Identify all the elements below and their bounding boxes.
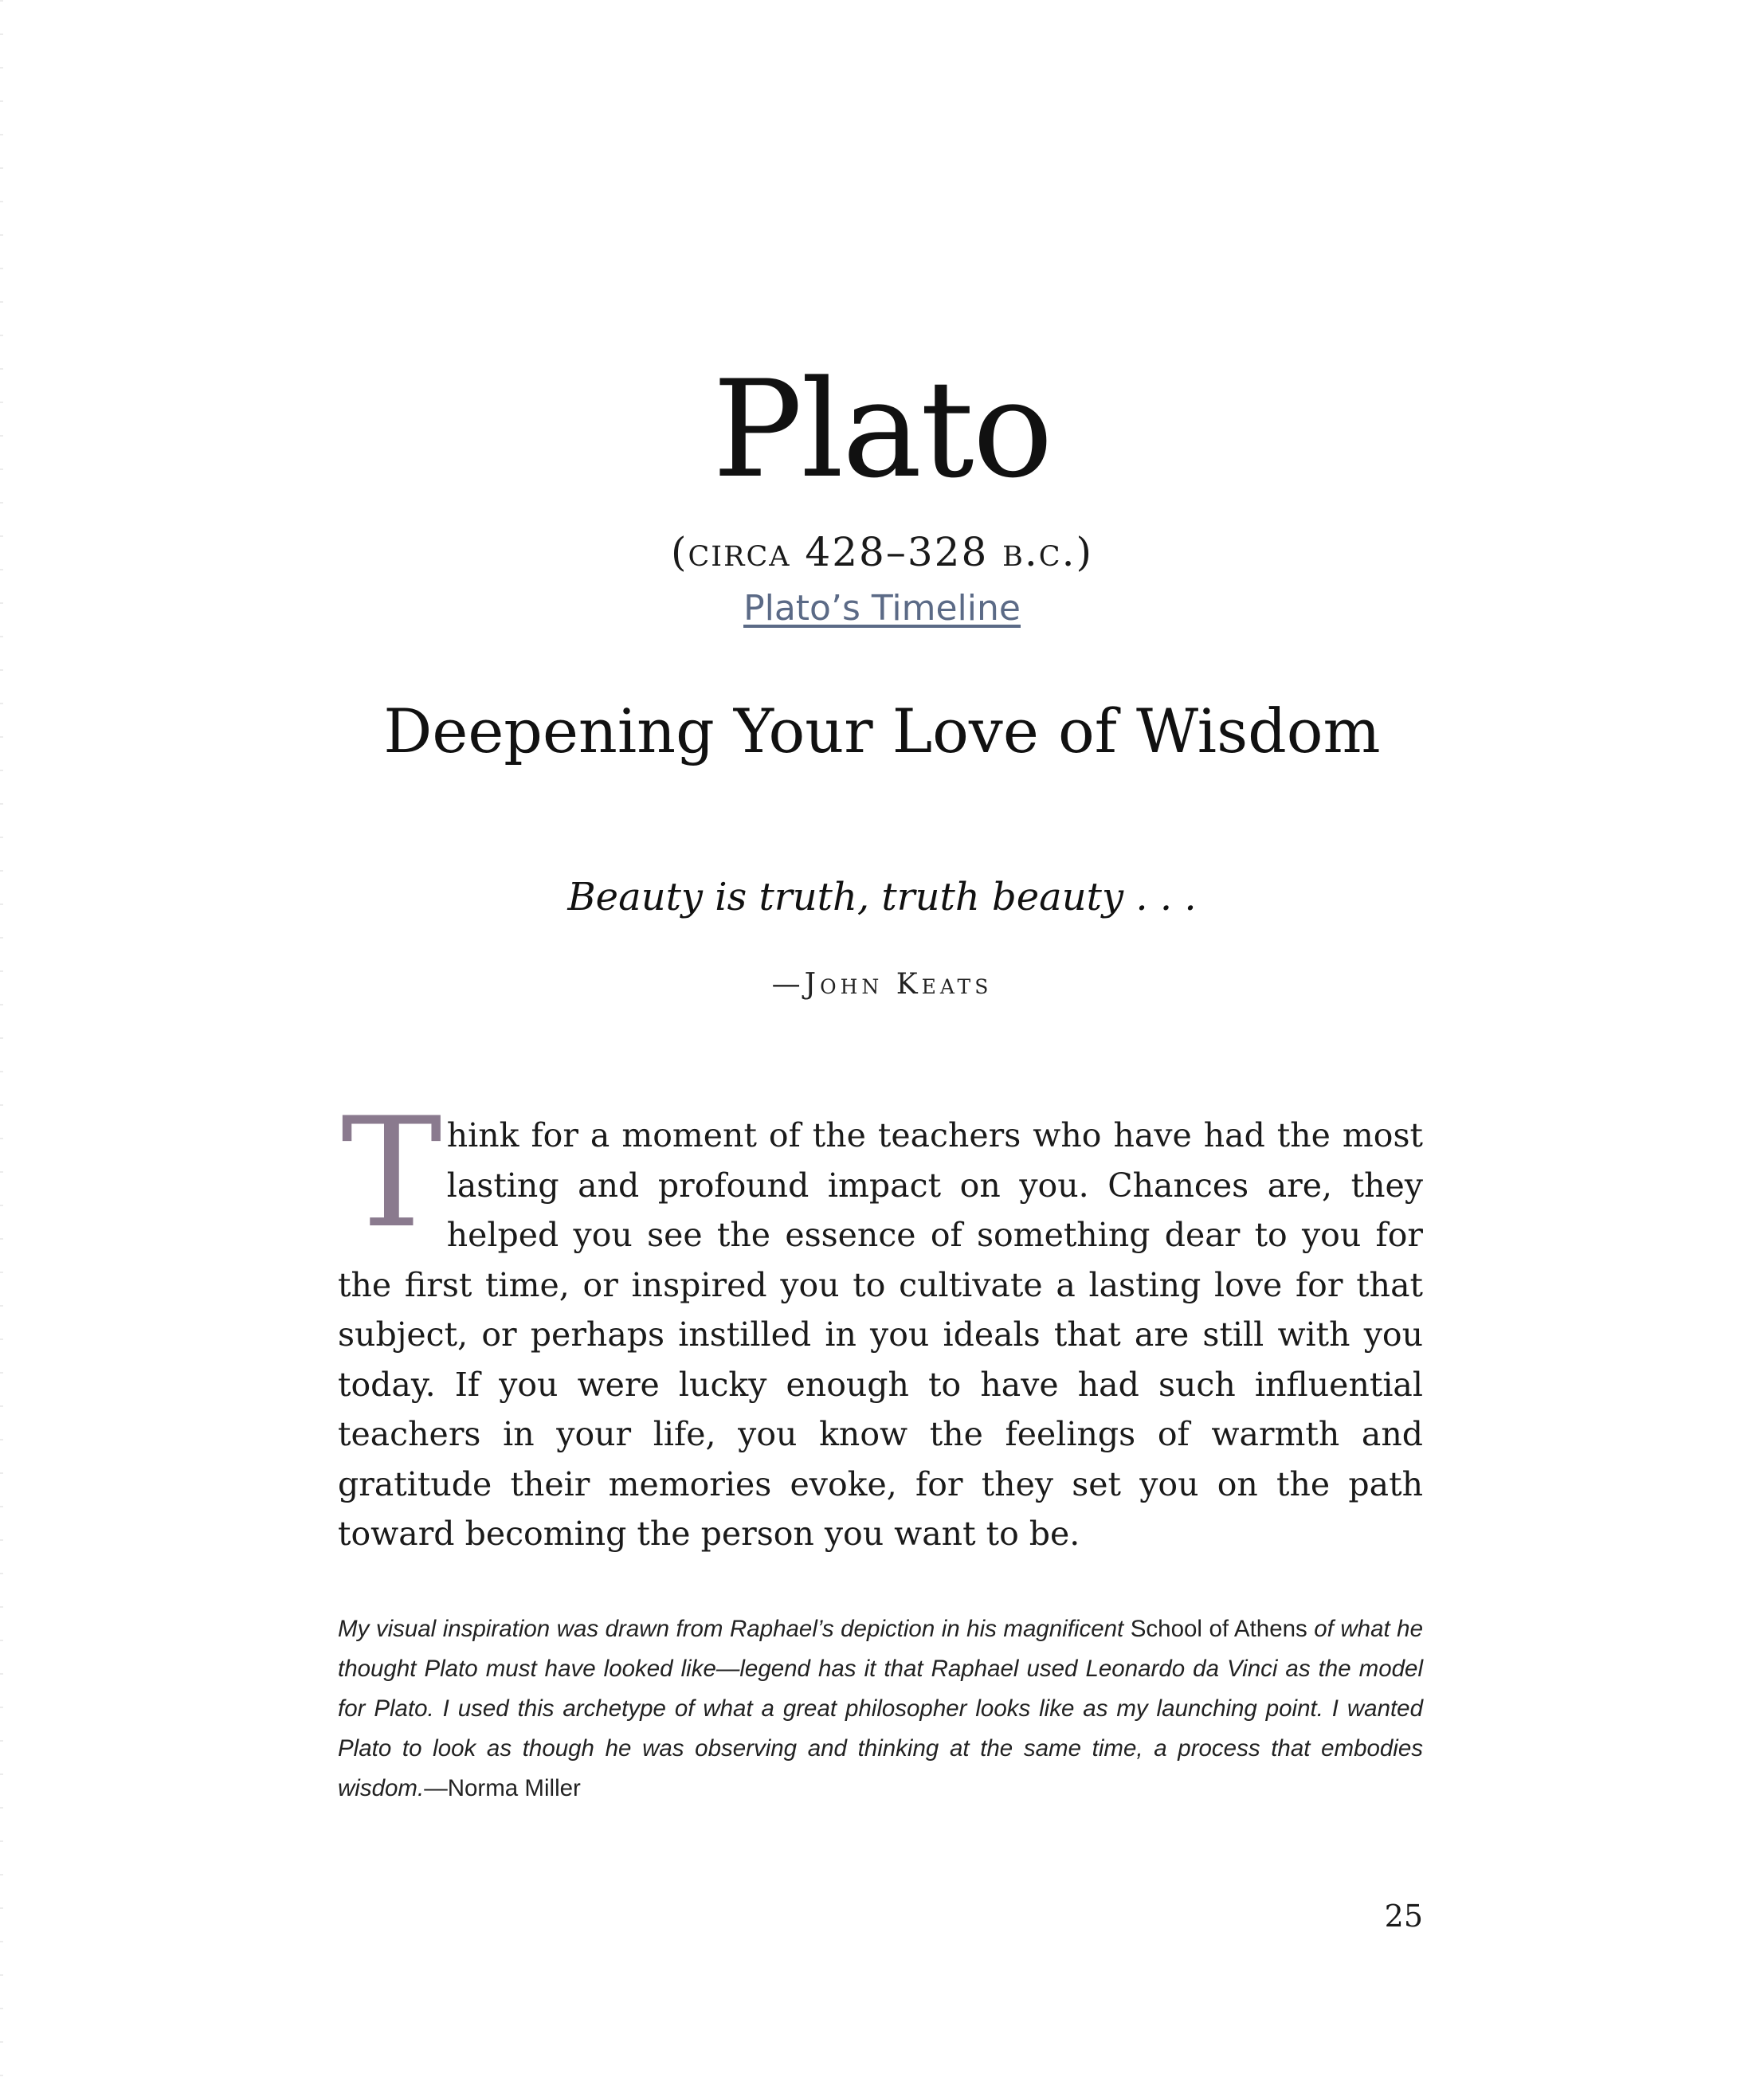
page-title: Plato <box>712 351 1052 508</box>
caption-text-part1: My visual inspiration was drawn from Raphael’s depiction in his magnificent <box>338 1616 1131 1642</box>
caption-text-part2: of what he thought Plato must have looked like—legend has it that Raphael used Leonardo da Vinci as the model for Plato. I used this archetype of what a great philosopher looks like as my launching point. I wanted Plato to look as though he was observing and thinking at the same time, a process that embodies wisdom. <box>338 1616 1423 1801</box>
dropcap-letter: T <box>341 1085 442 1261</box>
timeline-link[interactable]: Plato’s Timeline <box>743 588 1021 629</box>
caption-credit: —Norma Miller <box>424 1775 581 1801</box>
epigraph-attribution: —John Keats <box>771 968 993 1001</box>
caption-work-title: School of Athens <box>1130 1616 1307 1642</box>
body-paragraph <box>338 1085 1423 1559</box>
dates-subtitle: (circa 428–328 b.c.) <box>671 529 1093 575</box>
timeline-link-row <box>0 588 1764 629</box>
chapter-title: Deepening Your Love of Wisdom <box>383 696 1381 766</box>
illustration-caption <box>338 1609 1423 1809</box>
page-number: 25 <box>1384 1899 1423 1934</box>
epigraph-quote: Beauty is truth, truth beauty . . . <box>567 875 1197 919</box>
body-paragraph-text: hink for a moment of the teachers who have had the most lasting and profound impact on you. Chances are, they helped you see the essence of something dear to you for the first time, or inspired you to cultivate a lasting love for that subject, or perhaps instilled in you ideals that are still with you today. If you were lucky enough to have had such influential teachers in your life, you know the feelings of warmth and gratitude their memories evoke, for they set you on the path toward becoming the person you want to be. <box>338 1116 1423 1553</box>
